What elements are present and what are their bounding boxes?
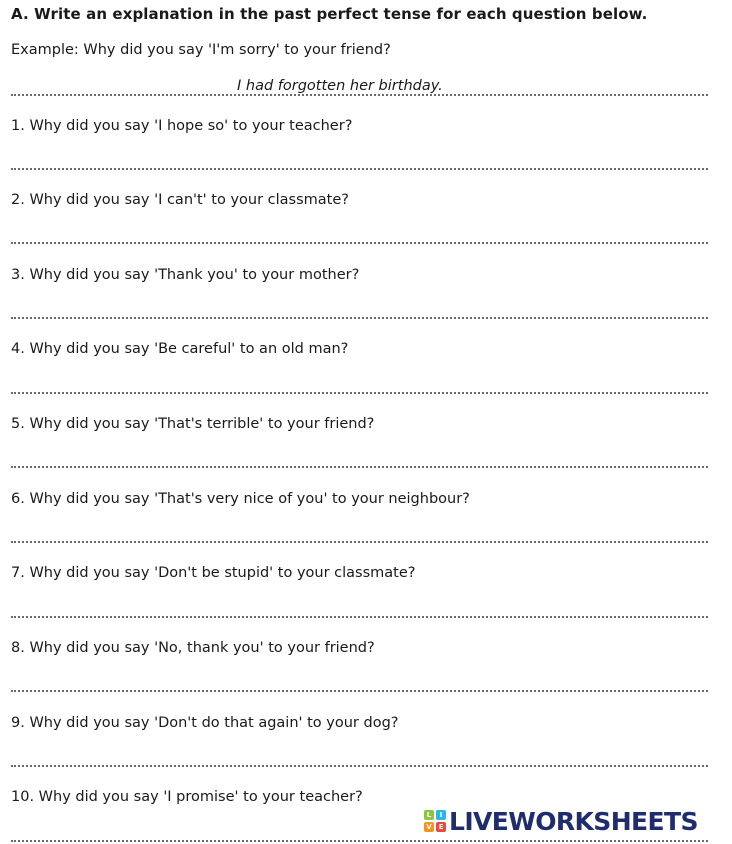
instructions-heading: A. Write an explanation in the past perfect tense for each question below. — [11, 5, 648, 23]
question-1-prompt: 1. Why did you say 'I hope so' to your teacher? — [11, 118, 353, 134]
liveworksheets-logo — [424, 802, 722, 840]
example-answer-line — [11, 74, 708, 96]
question-6-prompt: 6. Why did you say 'That's very nice of you' to your neighbour? — [11, 491, 470, 507]
question-7-prompt: 7. Why did you say 'Don't be stupid' to your classmate? — [11, 565, 416, 581]
question-4-answer-input[interactable] — [11, 372, 708, 392]
question-6-answer-line — [11, 521, 708, 543]
logo-text: LIVEWORKSHEETS — [449, 806, 698, 836]
question-2-prompt: 2. Why did you say 'I can't' to your classmate? — [11, 192, 349, 208]
question-4-prompt: 4. Why did you say 'Be careful' to an old man? — [11, 341, 349, 357]
question-10-prompt: 10. Why did you say 'I promise' to your teacher? — [11, 789, 363, 805]
question-8-answer-line — [11, 670, 708, 692]
question-3-answer-line — [11, 297, 708, 319]
logo-mark-tile: L — [424, 810, 434, 820]
question-9-answer-input[interactable] — [11, 745, 708, 765]
question-8-answer-input[interactable] — [11, 670, 708, 690]
question-4-answer-line — [11, 372, 708, 394]
question-5-answer-line — [11, 446, 708, 468]
question-6-answer-input[interactable] — [11, 521, 708, 541]
logo-mark-tile: V — [424, 822, 434, 832]
question-5-prompt: 5. Why did you say 'That's terrible' to your friend? — [11, 416, 375, 432]
question-1-answer-line — [11, 148, 708, 170]
question-3-answer-input[interactable] — [11, 297, 708, 317]
question-1-answer-input[interactable] — [11, 148, 708, 168]
question-2-answer-input[interactable] — [11, 222, 708, 242]
question-5-answer-input[interactable] — [11, 446, 708, 466]
example-prompt: Example: Why did you say 'I'm sorry' to your friend? — [11, 42, 391, 58]
question-7-answer-input[interactable] — [11, 596, 708, 616]
logo-mark-tile: E — [436, 822, 446, 832]
example-answer: I had forgotten her birthday. — [237, 78, 443, 94]
question-3-prompt: 3. Why did you say 'Thank you' to your mother? — [11, 267, 360, 283]
question-8-prompt: 8. Why did you say 'No, thank you' to your friend? — [11, 640, 375, 656]
question-9-prompt: 9. Why did you say 'Don't do that again' to your dog? — [11, 715, 399, 731]
question-2-answer-line — [11, 222, 708, 244]
question-9-answer-line — [11, 745, 708, 767]
logo-mark-tile: I — [436, 810, 446, 820]
question-7-answer-line — [11, 596, 708, 618]
logo-mark-icon — [424, 810, 446, 832]
